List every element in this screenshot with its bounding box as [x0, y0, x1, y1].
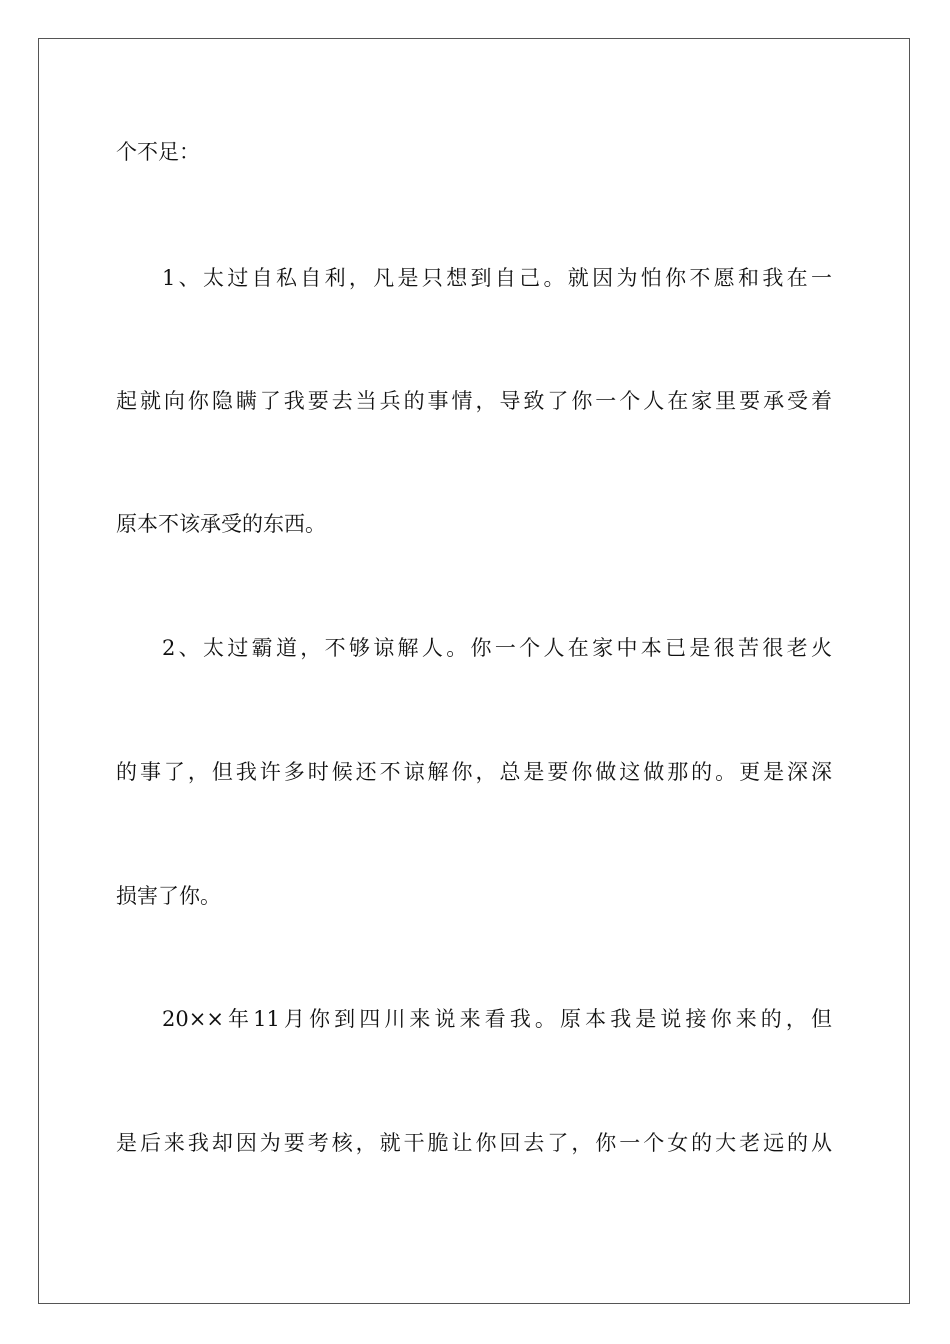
paragraph-1-line-2: 起就向你隐瞒了我要去当兵的事情，导致了你一个人在家里要承受着: [116, 389, 832, 413]
paragraph-3-line-1: 20××年11月你到四川来说来看我。原本我是说接你来的，但: [162, 1007, 832, 1031]
paragraph-1-line-1: 1、太过自私自利，凡是只想到自己。就因为怕你不愿和我在一: [162, 266, 832, 290]
paragraph-3-line-2: 是后来我却因为要考核，就干脆让你回去了，你一个女的大老远的从: [116, 1131, 832, 1155]
page-border: [38, 38, 910, 1304]
paragraph-2-line-1: 2、太过霸道，不够谅解人。你一个人在家中本已是很苦很老火: [162, 636, 832, 660]
paragraph-1-line-3: 原本不该承受的东西。: [116, 512, 326, 536]
paragraph-2-line-2: 的事了，但我许多时候还不谅解你，总是要你做这做那的。更是深深: [116, 760, 832, 784]
paragraph-2-line-3: 损害了你。: [116, 884, 221, 908]
text-line-1: 个不足：: [116, 140, 200, 164]
